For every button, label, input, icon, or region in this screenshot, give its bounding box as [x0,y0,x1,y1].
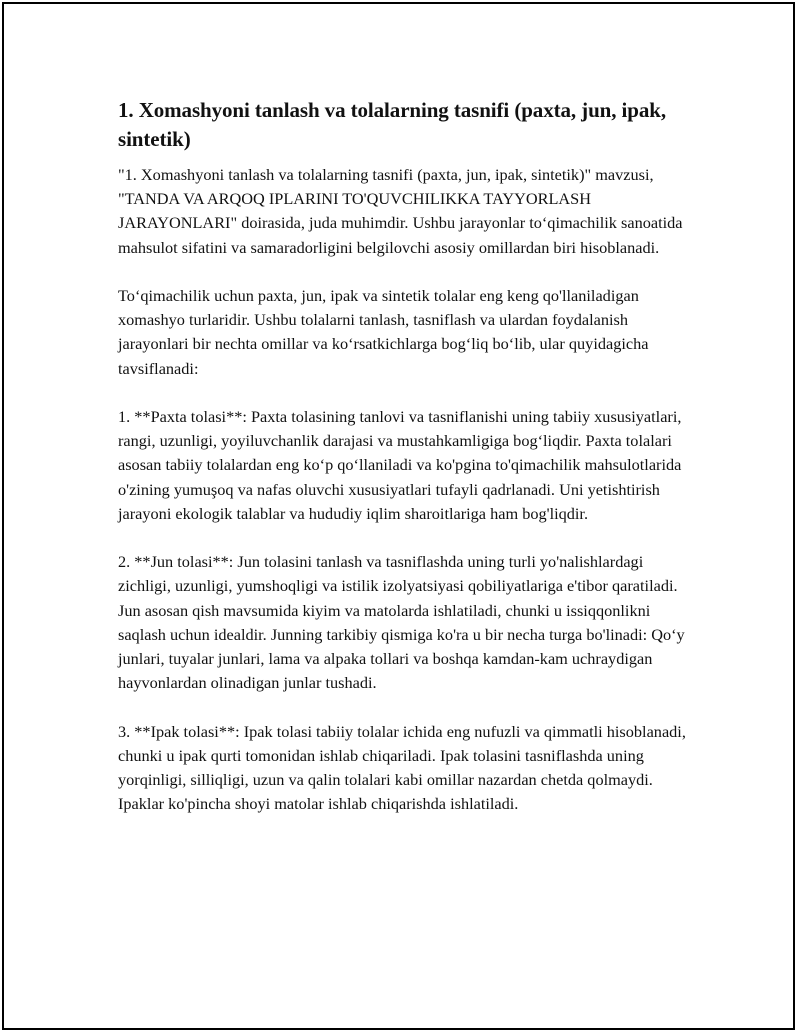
paragraph-raw-materials: To‘qimachilik uchun paxta, jun, ipak va sintetik tolalar eng keng qo'llaniladigan xomashyo turlaridir. Ushbu tolalarni tanlash, tasniflash va ulardan foydalanish jarayonlari bir nechta omillar va ko‘rsatkichlarga bog‘liq bo‘lib, ular quyidagicha tavsiflanadi: [118,286,649,378]
paragraph-silk: 3. **Ipak tolasi**: Ipak tolasi tabiiy tolalar ichida eng nufuzli va qimmatli hisoblanadi, chunki u ipak qurti tomonidan ishlab chiqariladi. Ipak tolasini tasniflashda uning yorqinligi, silliqligi, uzun va qalin tolalari kabi omillar nazardan chetda qolmaydi. Ipaklar ko'pincha shoyi matolar ishlab chiqarishda ishlatiladi. [118,721,686,814]
paragraph-wool: 2. **Jun tolasi**: Jun tolasini tanlash va tasniflashda uning turli yo'nalishlardagi zichligi, uzunligi, yumshoqligi va istilik izolyatsiyasi qobiliyatlariga e'tibor qaratiladi. Jun asosan qish mavsumida kiyim va matolarda ishlatiladi, chunki u issiqqonlikni saqlash uchun idealdir. Junning tarkibiy qismiga ko'ra u bir necha turga bo'linadi: Qo‘y junlari, tuyalar junlari, lama va alpaka tollari va boshqa kamdan-kam uchraydigan hayvonlardan olinadigan junlar tushadi. [118,552,685,693]
paragraph-cotton: 1. **Paxta tolasi**: Paxta tolasining tanlovi va tasniflanishi uning tabiiy xususiyatlari, rangi, uzunligi, yoyiluvchanlik darajasi va mustahkamligiga bog‘liqdir. Paxta tolalari asosan tabiiy tolalardan eng ko‘p qo‘llaniladi va ko'pgina to'qimachilik mahsulotlarida o'zining yumuşoq va nafas oluvchi xususiyatlari tufayli qadrlanadi. Uni yetishtirish jarayoni ekologik talablar va hududiy iqlim sharoitlariga ham bog'liqdir. [118,407,682,523]
document-title: 1. Xomashyoni tanlash va tolalarning tasnifi (paxta, jun, ipak, sintetik) [118,98,666,151]
paragraph-intro: "1. Xomashyoni tanlash va tolalarning tasnifi (paxta, jun, ipak, sintetik)" mavzusi, "TANDA VA ARQOQ IPLARINI TO'QUVCHILIKKA TAYYORLASH JARAYONLARI" doirasida, juda muhimdir. Ushbu jarayonlar to‘qimachilik sanoatida mahsulot sifatini va samaradorligini belgilovchi asosiy omillardan biri hisoblanadi. [118,165,683,257]
document-body [118,96,690,816]
